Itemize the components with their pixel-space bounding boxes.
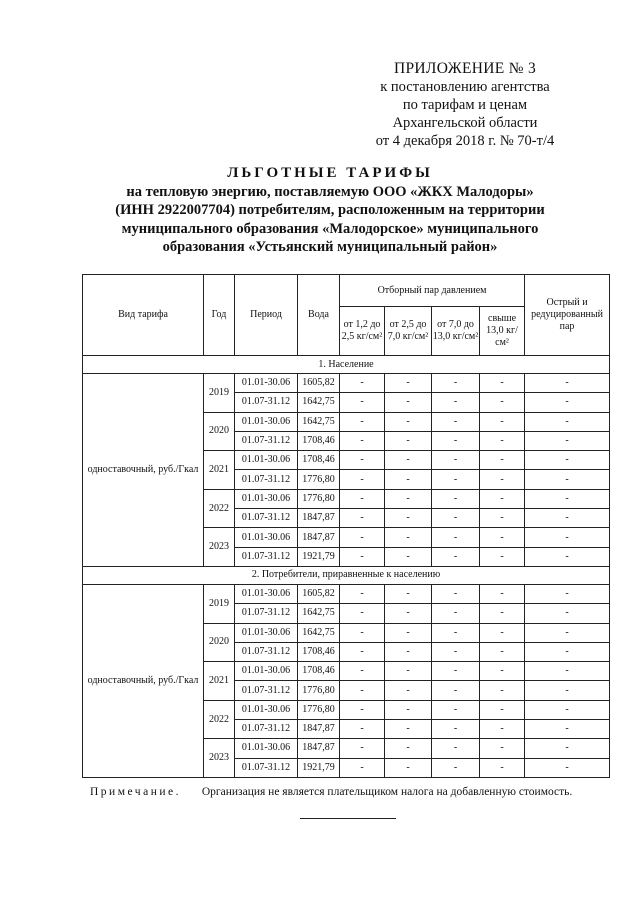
empty-tariff-cell: -: [432, 528, 480, 547]
empty-tariff-cell: -: [525, 700, 610, 719]
empty-tariff-cell: -: [432, 623, 480, 642]
empty-tariff-cell: -: [480, 700, 525, 719]
title-line: образования «Устьянский муниципальный район»: [162, 239, 498, 255]
period-cell: 01.07-31.12: [235, 642, 298, 661]
period-cell: 01.01-30.06: [235, 700, 298, 719]
empty-tariff-cell: -: [525, 720, 610, 739]
table-row: [83, 374, 610, 393]
header-pressure-2: от 2,5 до 7,0 кг/см²: [385, 307, 432, 356]
empty-tariff-cell: -: [340, 451, 385, 470]
header-period: Период: [235, 275, 298, 356]
title-line: на тепловую энергию, поставляемую ООО «ЖКХ Малодоры»: [126, 183, 534, 200]
empty-tariff-cell: -: [340, 604, 385, 623]
empty-tariff-cell: -: [480, 681, 525, 700]
empty-tariff-cell: -: [340, 431, 385, 450]
period-cell: 01.07-31.12: [235, 470, 298, 489]
empty-tariff-cell: -: [340, 700, 385, 719]
year-cell: 2023: [204, 739, 235, 778]
year-cell: 2019: [204, 584, 235, 623]
empty-tariff-cell: -: [480, 642, 525, 661]
period-cell: 01.07-31.12: [235, 758, 298, 777]
empty-tariff-cell: -: [385, 720, 432, 739]
table-row: [83, 584, 610, 603]
appendix-line: к постановлению агентства: [380, 79, 550, 95]
empty-tariff-cell: -: [480, 662, 525, 681]
empty-tariff-cell: -: [525, 604, 610, 623]
period-cell: 01.01-30.06: [235, 528, 298, 547]
empty-tariff-cell: -: [432, 662, 480, 681]
empty-tariff-cell: -: [525, 642, 610, 661]
tariff-type-cell: одноставочный, руб./Гкал: [83, 584, 204, 777]
empty-tariff-cell: -: [480, 470, 525, 489]
header-sharp-steam: Острый и редуцированный пар: [525, 275, 610, 356]
empty-tariff-cell: -: [432, 489, 480, 508]
empty-tariff-cell: -: [480, 393, 525, 412]
section-title: 1. Население: [83, 356, 610, 374]
period-cell: 01.01-30.06: [235, 451, 298, 470]
water-tariff-cell: 1708,46: [298, 431, 340, 450]
water-tariff-cell: 1708,46: [298, 642, 340, 661]
period-cell: 01.07-31.12: [235, 720, 298, 739]
water-tariff-cell: 1605,82: [298, 374, 340, 393]
empty-tariff-cell: -: [385, 662, 432, 681]
empty-tariff-cell: -: [525, 470, 610, 489]
header-year: Год: [204, 275, 235, 356]
period-cell: 01.01-30.06: [235, 489, 298, 508]
period-cell: 01.01-30.06: [235, 412, 298, 431]
header-water: Вода: [298, 275, 340, 356]
empty-tariff-cell: -: [340, 374, 385, 393]
header-tariff-type: Вид тарифа: [83, 275, 204, 356]
section-title: 2. Потребители, приравненные к населению: [83, 566, 610, 584]
period-cell: 01.01-30.06: [235, 662, 298, 681]
empty-tariff-cell: -: [525, 412, 610, 431]
water-tariff-cell: 1847,87: [298, 720, 340, 739]
water-tariff-cell: 1776,80: [298, 700, 340, 719]
empty-tariff-cell: -: [480, 547, 525, 566]
empty-tariff-cell: -: [385, 700, 432, 719]
empty-tariff-cell: -: [385, 584, 432, 603]
empty-tariff-cell: -: [480, 528, 525, 547]
empty-tariff-cell: -: [480, 604, 525, 623]
appendix-line: по тарифам и ценам: [402, 97, 528, 113]
empty-tariff-cell: -: [340, 739, 385, 758]
appendix-line: Архангельской области: [392, 115, 538, 131]
empty-tariff-cell: -: [432, 431, 480, 450]
title-heading: ЛЬГОТНЫЕ ТАРИФЫ: [227, 165, 433, 181]
water-tariff-cell: 1708,46: [298, 662, 340, 681]
empty-tariff-cell: -: [340, 720, 385, 739]
empty-tariff-cell: -: [340, 642, 385, 661]
empty-tariff-cell: -: [340, 547, 385, 566]
water-tariff-cell: 1847,87: [298, 739, 340, 758]
document-title: [80, 164, 580, 257]
title-line: муниципального образования «Малодорское» муниципального: [121, 220, 539, 237]
empty-tariff-cell: -: [340, 623, 385, 642]
empty-tariff-cell: -: [432, 584, 480, 603]
note: [90, 786, 610, 798]
empty-tariff-cell: -: [525, 393, 610, 412]
empty-tariff-cell: -: [385, 451, 432, 470]
empty-tariff-cell: -: [480, 739, 525, 758]
empty-tariff-cell: -: [480, 431, 525, 450]
empty-tariff-cell: -: [432, 720, 480, 739]
year-cell: 2022: [204, 700, 235, 739]
water-tariff-cell: 1642,75: [298, 393, 340, 412]
empty-tariff-cell: -: [340, 412, 385, 431]
empty-tariff-cell: -: [385, 470, 432, 489]
water-tariff-cell: 1776,80: [298, 489, 340, 508]
empty-tariff-cell: -: [432, 374, 480, 393]
year-cell: 2020: [204, 412, 235, 451]
empty-tariff-cell: -: [432, 393, 480, 412]
empty-tariff-cell: -: [432, 451, 480, 470]
water-tariff-cell: 1921,79: [298, 758, 340, 777]
empty-tariff-cell: -: [432, 509, 480, 528]
empty-tariff-cell: -: [525, 681, 610, 700]
period-cell: 01.01-30.06: [235, 584, 298, 603]
note-label: Примечание.: [90, 786, 181, 798]
period-cell: 01.07-31.12: [235, 547, 298, 566]
tariffs-table: [82, 274, 610, 778]
empty-tariff-cell: -: [385, 758, 432, 777]
empty-tariff-cell: -: [525, 739, 610, 758]
empty-tariff-cell: -: [432, 758, 480, 777]
period-cell: 01.07-31.12: [235, 681, 298, 700]
period-cell: 01.07-31.12: [235, 431, 298, 450]
empty-tariff-cell: -: [385, 431, 432, 450]
empty-tariff-cell: -: [385, 528, 432, 547]
appendix-block: [340, 60, 590, 150]
water-tariff-cell: 1642,75: [298, 604, 340, 623]
empty-tariff-cell: -: [525, 451, 610, 470]
header-steam: Отборный пар давлением: [340, 275, 525, 307]
empty-tariff-cell: -: [385, 623, 432, 642]
water-tariff-cell: 1708,46: [298, 451, 340, 470]
water-tariff-cell: 1921,79: [298, 547, 340, 566]
empty-tariff-cell: -: [340, 758, 385, 777]
empty-tariff-cell: -: [385, 489, 432, 508]
empty-tariff-cell: -: [432, 700, 480, 719]
empty-tariff-cell: -: [432, 681, 480, 700]
empty-tariff-cell: -: [525, 528, 610, 547]
empty-tariff-cell: -: [385, 412, 432, 431]
empty-tariff-cell: -: [340, 681, 385, 700]
empty-tariff-cell: -: [480, 623, 525, 642]
empty-tariff-cell: -: [525, 662, 610, 681]
water-tariff-cell: 1776,80: [298, 681, 340, 700]
empty-tariff-cell: -: [480, 374, 525, 393]
empty-tariff-cell: -: [385, 604, 432, 623]
empty-tariff-cell: -: [340, 470, 385, 489]
year-cell: 2022: [204, 489, 235, 528]
appendix-line: от 4 декабря 2018 г. № 70-т/4: [375, 133, 555, 149]
period-cell: 01.07-31.12: [235, 509, 298, 528]
water-tariff-cell: 1847,87: [298, 528, 340, 547]
empty-tariff-cell: -: [480, 758, 525, 777]
year-cell: 2023: [204, 528, 235, 567]
empty-tariff-cell: -: [480, 489, 525, 508]
header-pressure-3: от 7,0 до 13,0 кг/см²: [432, 307, 480, 356]
water-tariff-cell: 1847,87: [298, 509, 340, 528]
empty-tariff-cell: -: [525, 431, 610, 450]
empty-tariff-cell: -: [340, 393, 385, 412]
empty-tariff-cell: -: [432, 470, 480, 489]
empty-tariff-cell: -: [525, 758, 610, 777]
year-cell: 2021: [204, 662, 235, 701]
note-text: Организация не является плательщиком налога на добавленную стоимость.: [201, 786, 573, 798]
header-pressure-4: свыше 13,0 кг/см²: [480, 307, 525, 356]
closing-rule: [300, 818, 396, 819]
title-line: (ИНН 2922007704) потребителям, расположенным на территории: [115, 202, 545, 218]
empty-tariff-cell: -: [480, 720, 525, 739]
water-tariff-cell: 1605,82: [298, 584, 340, 603]
empty-tariff-cell: -: [480, 509, 525, 528]
period-cell: 01.07-31.12: [235, 604, 298, 623]
empty-tariff-cell: -: [525, 623, 610, 642]
empty-tariff-cell: -: [525, 547, 610, 566]
period-cell: 01.01-30.06: [235, 739, 298, 758]
empty-tariff-cell: -: [340, 662, 385, 681]
empty-tariff-cell: -: [480, 412, 525, 431]
header-pressure-1: от 1,2 до 2,5 кг/см²: [340, 307, 385, 356]
tariff-type-cell: одноставочный, руб./Гкал: [83, 374, 204, 567]
empty-tariff-cell: -: [525, 509, 610, 528]
year-cell: 2020: [204, 623, 235, 662]
empty-tariff-cell: -: [432, 412, 480, 431]
empty-tariff-cell: -: [385, 547, 432, 566]
appendix-title: ПРИЛОЖЕНИЕ № 3: [393, 60, 537, 77]
period-cell: 01.01-30.06: [235, 374, 298, 393]
empty-tariff-cell: -: [340, 509, 385, 528]
empty-tariff-cell: -: [385, 509, 432, 528]
year-cell: 2019: [204, 374, 235, 413]
empty-tariff-cell: -: [385, 642, 432, 661]
water-tariff-cell: 1776,80: [298, 470, 340, 489]
empty-tariff-cell: -: [385, 393, 432, 412]
empty-tariff-cell: -: [525, 374, 610, 393]
year-cell: 2021: [204, 451, 235, 490]
period-cell: 01.01-30.06: [235, 623, 298, 642]
period-cell: 01.07-31.12: [235, 393, 298, 412]
empty-tariff-cell: -: [385, 681, 432, 700]
empty-tariff-cell: -: [525, 489, 610, 508]
empty-tariff-cell: -: [340, 584, 385, 603]
empty-tariff-cell: -: [340, 528, 385, 547]
empty-tariff-cell: -: [480, 451, 525, 470]
water-tariff-cell: 1642,75: [298, 412, 340, 431]
empty-tariff-cell: -: [385, 374, 432, 393]
empty-tariff-cell: -: [340, 489, 385, 508]
water-tariff-cell: 1642,75: [298, 623, 340, 642]
empty-tariff-cell: -: [385, 739, 432, 758]
empty-tariff-cell: -: [525, 584, 610, 603]
empty-tariff-cell: -: [432, 642, 480, 661]
empty-tariff-cell: -: [432, 739, 480, 758]
empty-tariff-cell: -: [480, 584, 525, 603]
empty-tariff-cell: -: [432, 604, 480, 623]
empty-tariff-cell: -: [432, 547, 480, 566]
